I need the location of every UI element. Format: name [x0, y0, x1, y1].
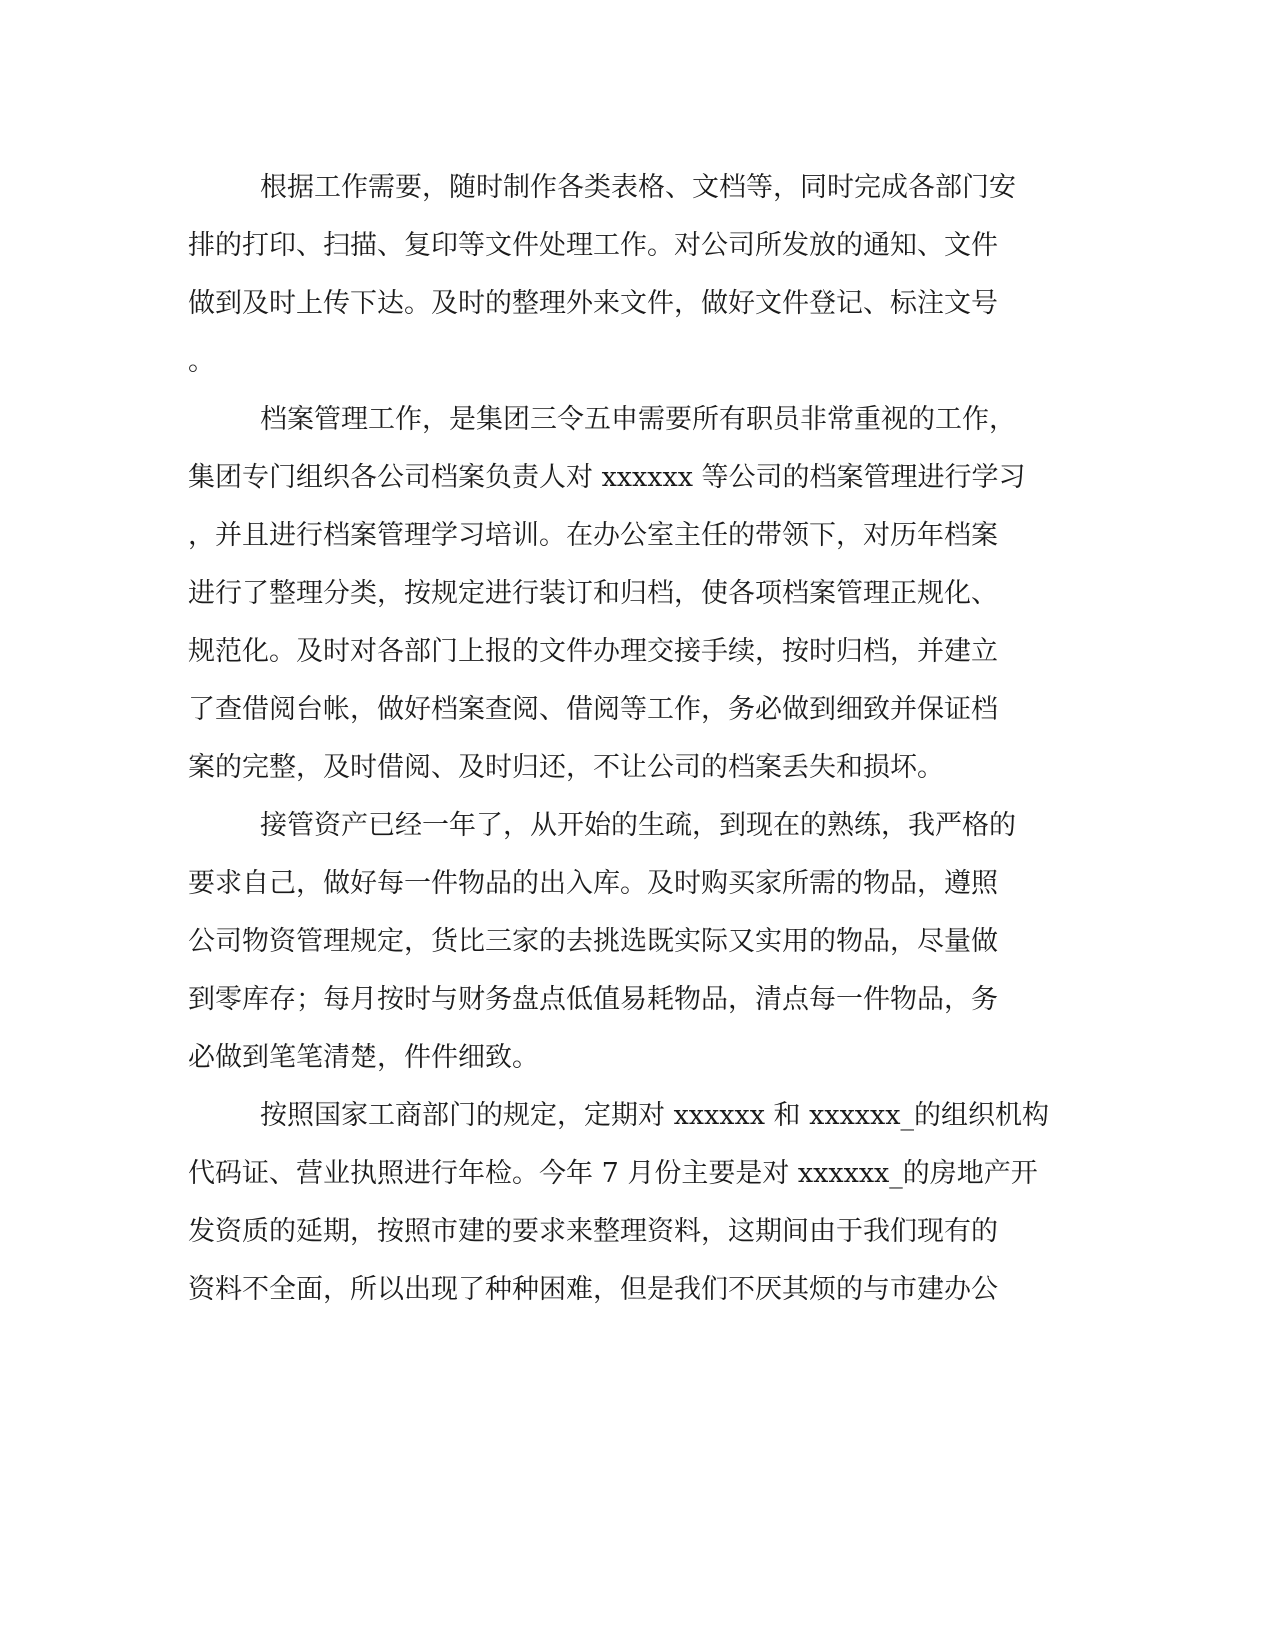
paragraph-3-line-4: 到零库存；每月按时与财务盘点低值易耗物品，清点每一件物品，务 [188, 984, 998, 1015]
paragraph-4-line-1: 按照国家工商部门的规定，定期对 xxxxxx 和 xxxxxx_的组织机构 [260, 1100, 1049, 1131]
paragraph-3-line-5: 必做到笔笔清楚，件件细致。 [188, 1042, 539, 1073]
paragraph-3-line-1: 接管资产已经一年了，从开始的生疏，到现在的熟练，我严格的 [260, 810, 1016, 841]
paragraph-4-line-2: 代码证、营业执照进行年检。今年 7 月份主要是对 xxxxxx_的房地产开 [188, 1158, 1038, 1189]
paragraph-2-line-4: 进行了整理分类，按规定进行装订和归档，使各项档案管理正规化、 [188, 578, 998, 609]
paragraph-2-line-3: ，并且进行档案管理学习培训。在办公室主任的带领下，对历年档案 [188, 520, 998, 551]
paragraph-2-line-1: 档案管理工作，是集团三令五申需要所有职员非常重视的工作， [260, 404, 1016, 435]
paragraph-2-line-2: 集团专门组织各公司档案负责人对 xxxxxx 等公司的档案管理进行学习 [188, 462, 1026, 493]
paragraph-3-line-3: 公司物资管理规定，货比三家的去挑选既实际又实用的物品，尽量做 [188, 926, 998, 957]
paragraph-4-line-4: 资料不全面，所以出现了种种困难，但是我们不厌其烦的与市建办公 [188, 1274, 998, 1305]
paragraph-1-line-4: 。 [188, 346, 215, 377]
paragraph-1-line-3: 做到及时上传下达。及时的整理外来文件，做好文件登记、标注文号 [188, 288, 998, 319]
paragraph-4-line-3: 发资质的延期，按照市建的要求来整理资料，这期间由于我们现有的 [188, 1216, 998, 1247]
paragraph-2-line-6: 了查借阅台帐，做好档案查阅、借阅等工作，务必做到细致并保证档 [188, 694, 998, 725]
paragraph-1-line-1: 根据工作需要，随时制作各类表格、文档等，同时完成各部门安 [260, 172, 1016, 203]
paragraph-2-line-5: 规范化。及时对各部门上报的文件办理交接手续，按时归档，并建立 [188, 636, 998, 667]
paragraph-2-line-7: 案的完整，及时借阅、及时归还，不让公司的档案丢失和损坏。 [188, 752, 944, 783]
paragraph-3-line-2: 要求自己，做好每一件物品的出入库。及时购买家所需的物品，遵照 [188, 868, 998, 899]
paragraph-1-line-2: 排的打印、扫描、复印等文件处理工作。对公司所发放的通知、文件 [188, 230, 998, 261]
